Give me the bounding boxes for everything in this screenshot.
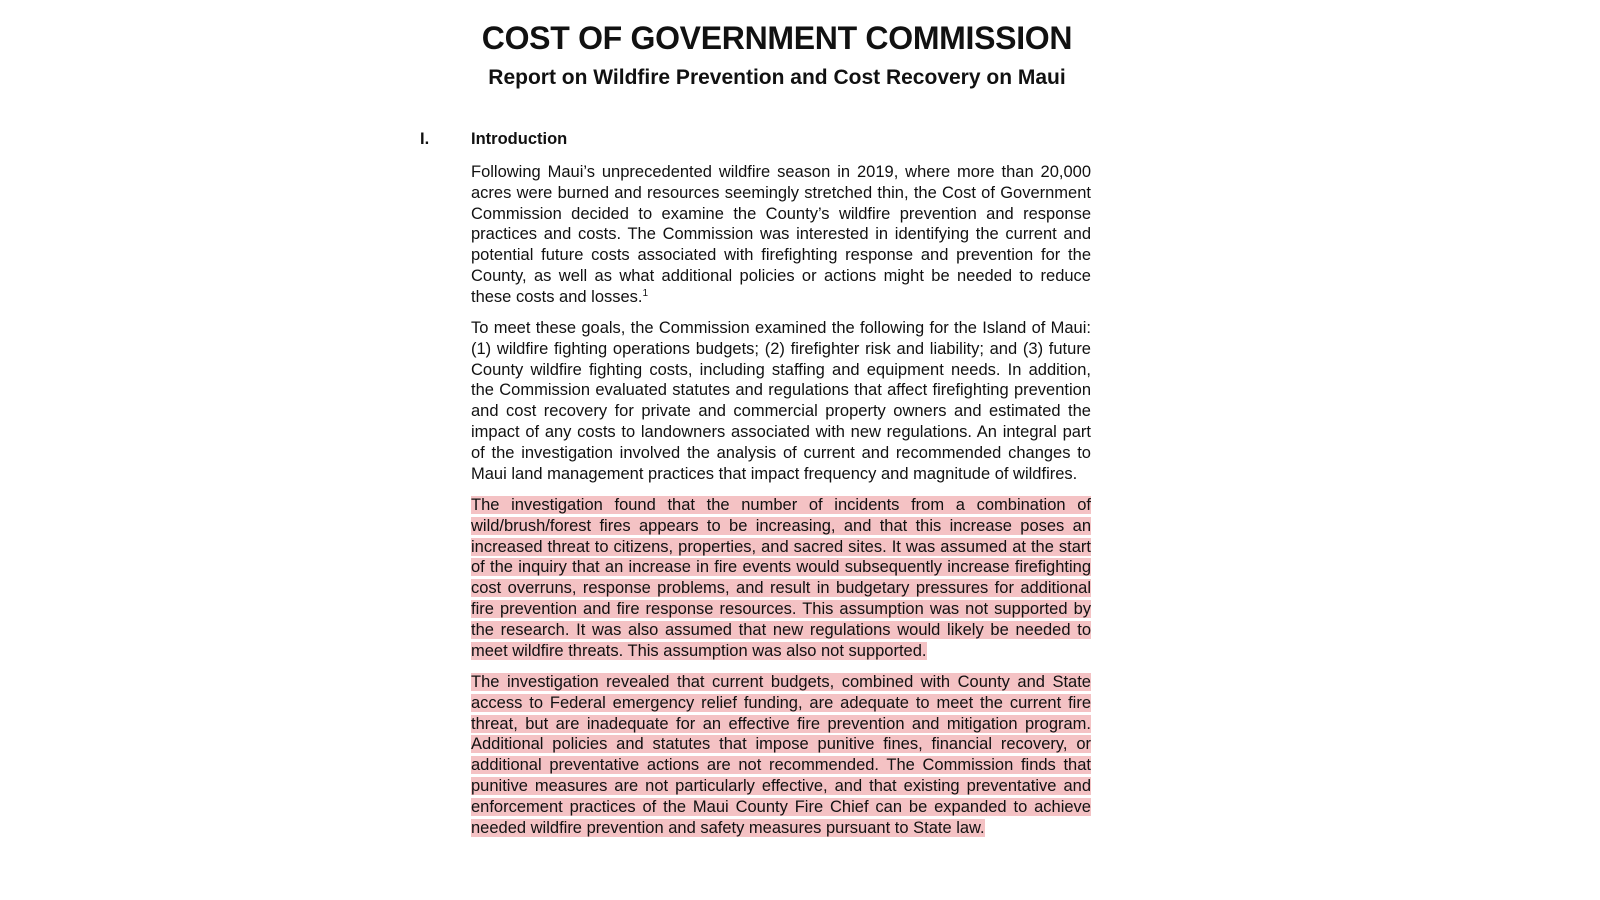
- paragraph-2-text: To meet these goals, the Commission examined the following for the Island of Maui: (1) wildfire fighting operations budgets; (2) firefighter risk and liability; and (3) future County wildfire fighting costs, including staffing and equipment needs. In addition, the Commission evaluated statutes and regulations that affect firefighting prevention and cost recovery for private and commercial property owners and estimated the impact of any costs to landowners associated with new regulations. An integral part of the investigation involved the analysis of current and recommended changes to Maui land management practices that impact frequency and magnitude of wildfires.: [471, 319, 1091, 483]
- document-title: COST OF GOVERNMENT COMMISSION: [481, 20, 1073, 56]
- footnote-reference[interactable]: 1: [642, 287, 649, 299]
- section-heading: Introduction: [471, 130, 568, 148]
- paragraph-1-text: Following Maui’s unprecedented wildfire season in 2019, where more than 20,000 acres were burned and resources seemingly stretched thin, the Cost of Government Commission decided to examine the County’s wildfire prevention and response practices and costs. The Commission was interested in identifying the current and potential future costs associated with firefighting response and prevention for the County, as well as what additional policies or actions might be needed to reduce these costs and losses.: [471, 163, 1091, 306]
- highlighted-text-1: The investigation found that the number of incidents from a combination of wild/brush/forest fires appears to be increasing, and that this increase poses an increased threat to citizens, properties, and sacred sites. It was assumed at the start of the inquiry that an increase in fire events would subsequently increase firefighting cost overruns, response problems, and result in budgetary pressures for additional fire prevention and fire response resources. This assumption was not supported by the research. It was also assumed that new regulations would likely be needed to meet wildfire threats. This assumption was also not supported.: [471, 496, 1091, 660]
- paragraph-2: [471, 318, 1091, 484]
- section-number: I.: [420, 130, 430, 148]
- document-subtitle: Report on Wildfire Prevention and Cost Recovery on Maui: [488, 66, 1066, 89]
- highlighted-text-2: The investigation revealed that current budgets, combined with County and State access to Federal emergency relief funding, are adequate to meet the current fire threat, but are inadequate for an effective fire prevention and mitigation program. Additional policies and statutes that impose punitive fines, financial recovery, or additional preventative actions are not recommended. The Commission finds that punitive measures are not particularly effective, and that existing preventative and enforcement practices of the Maui County Fire Chief can be expanded to achieve needed wildfire prevention and safety measures pursuant to State law.: [471, 673, 1091, 837]
- paragraph-1: [471, 162, 1091, 308]
- paragraph-4-highlighted: [471, 672, 1091, 838]
- paragraph-3-highlighted: [471, 495, 1091, 661]
